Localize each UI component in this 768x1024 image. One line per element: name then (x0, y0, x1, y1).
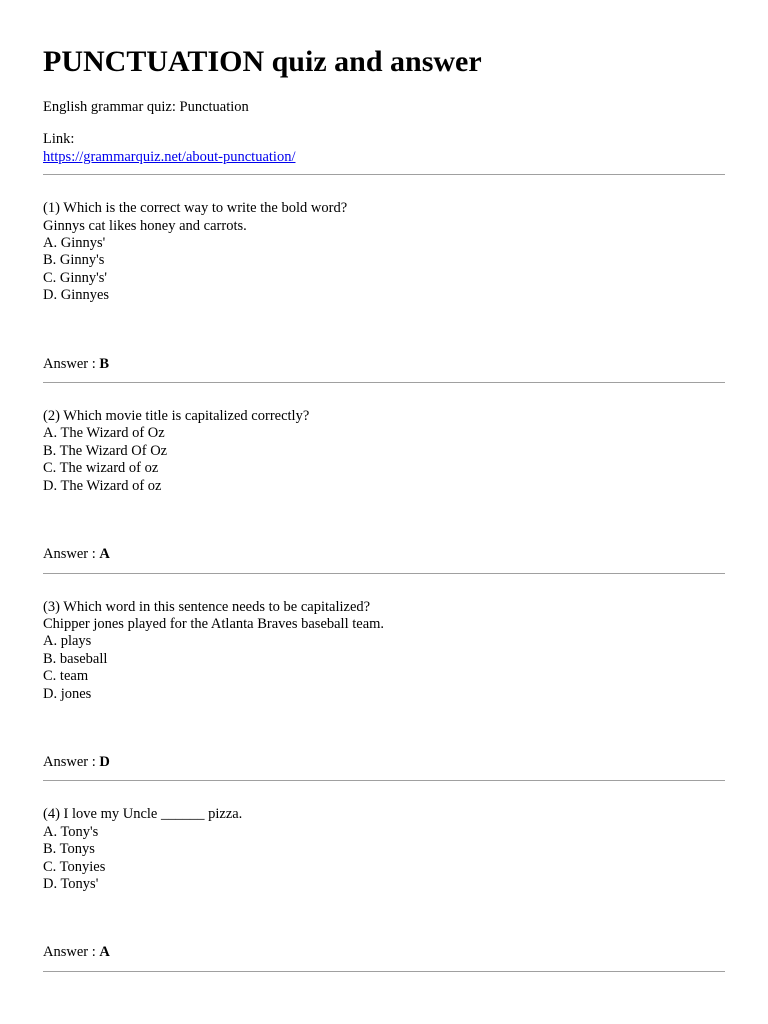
question-line: C. The wizard of oz (43, 460, 159, 477)
question-block (43, 574, 725, 782)
source-link[interactable]: https://grammarquiz.net/about-punctuation/ (43, 148, 296, 165)
link-label: Link: (43, 131, 75, 148)
page-subtitle: English grammar quiz: Punctuation (43, 99, 249, 115)
answer-value: B (99, 355, 110, 372)
question-divider (43, 971, 725, 972)
answer-line (43, 546, 725, 563)
question-line: B. Ginny's (43, 252, 105, 269)
question-line: C. team (43, 668, 89, 685)
question-block (43, 383, 725, 573)
answer-line (43, 944, 725, 961)
question-line: A. plays (43, 633, 92, 650)
answer-line (43, 356, 725, 373)
question-line: A. The Wizard of Oz (43, 425, 165, 442)
question-line: A. Tony's (43, 823, 99, 840)
question-line: D. Tonys' (43, 875, 99, 892)
question-line: B. Tonys (43, 841, 95, 858)
answer-value: A (99, 944, 110, 961)
question-text: (3) Which word in this sentence needs to be capitalized? (43, 598, 371, 615)
answer-line (43, 754, 725, 771)
question-text: (1) Which is the correct way to write the bold word? (43, 200, 348, 217)
question-text: (4) I love my Uncle ______ pizza. (43, 806, 243, 823)
question-line: B. The Wizard Of Oz (43, 442, 168, 459)
question-line: D. Ginnyes (43, 287, 110, 304)
answer-value: D (99, 753, 110, 770)
question-line: B. baseball (43, 650, 108, 667)
question-line: A. Ginnys' (43, 235, 106, 252)
question-line: C. Tonyies (43, 858, 106, 875)
question-list (43, 175, 725, 972)
question-line: D. The Wizard of oz (43, 477, 162, 494)
answer-label: Answer : (43, 753, 100, 770)
question-block (43, 781, 725, 971)
question-line: D. jones (43, 685, 92, 702)
question-text: (2) Which movie title is capitalized correctly? (43, 408, 310, 425)
question-line: Ginnys cat likes honey and carrots. (43, 217, 247, 234)
question-block (43, 175, 725, 383)
link-block (43, 131, 725, 166)
answer-label: Answer : (43, 355, 100, 372)
page-title: PUNCTUATION quiz and answer (43, 45, 482, 78)
question-line: C. Ginny's' (43, 269, 108, 286)
answer-label: Answer : (43, 944, 100, 961)
answer-label: Answer : (43, 546, 100, 563)
answer-value: A (99, 546, 110, 563)
question-line: Chipper jones played for the Atlanta Braves baseball team. (43, 615, 385, 632)
